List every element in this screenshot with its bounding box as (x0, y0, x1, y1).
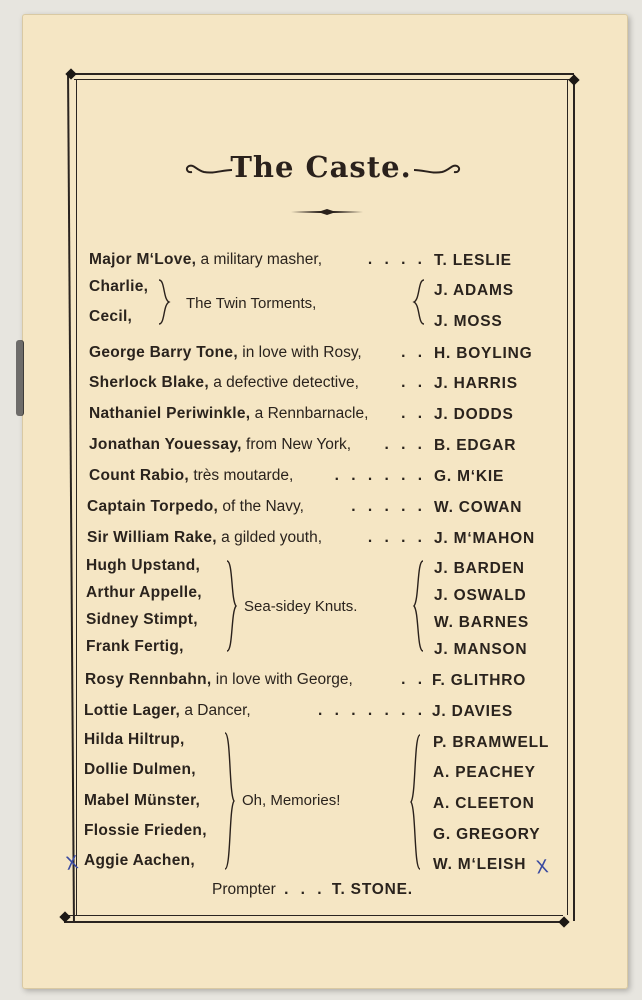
prompter-label: Prompter (212, 881, 276, 898)
cast-actor: J. DAVIES (432, 703, 513, 720)
role-aggie-aachen: Aggie Aachen, (84, 852, 195, 869)
role-cecil: Cecil, (89, 308, 133, 325)
cast-role: Lottie Lager, (84, 702, 181, 719)
cast-row (85, 670, 353, 690)
cast-row (89, 343, 362, 363)
cast-role-description: in love with George, (211, 671, 353, 688)
cast-role-description: a Dancer, (180, 702, 251, 719)
role-sidney-stimpt: Sidney Stimpt, (86, 611, 198, 628)
prompter-dots: . . . (284, 881, 326, 898)
handwritten-x-left: X (64, 852, 81, 875)
role-flossie-frieden: Flossie Frieden, (84, 822, 207, 839)
leader-dots: . . (401, 405, 426, 422)
title-divider (291, 208, 363, 216)
memories-brace-right (409, 734, 421, 870)
actor-j-manson: J. MANSON (434, 641, 528, 658)
border-top-inner (74, 79, 570, 80)
cast-role-description: a Rennbarnacle, (250, 405, 369, 422)
prompter-name: T. STONE. (331, 881, 413, 898)
cast-role-description: a gilded youth, (216, 529, 323, 546)
role-dollie-dulmen: Dollie Dulmen, (84, 761, 196, 778)
cast-role-description: très moutarde, (189, 467, 294, 484)
cast-row (89, 404, 368, 424)
border-bottom-inner (68, 915, 563, 916)
border-top-outer (70, 73, 574, 75)
cast-role-description: a defective detective, (208, 374, 359, 391)
cast-role-description: a military masher, (196, 251, 323, 268)
cast-role-description: in love with Rosy, (237, 344, 362, 361)
actor-w-mleish: W. M‘LEISH (433, 856, 527, 873)
actor-j-barden: J. BARDEN (434, 560, 525, 577)
cast-role-description: from New York, (241, 436, 352, 453)
twins-brace-right (412, 279, 426, 325)
role-charlie: Charlie, (89, 278, 149, 295)
cast-role: Sir William Rake, (87, 529, 217, 546)
leader-dots: . . . . (367, 251, 426, 268)
cast-actor: T. LESLIE (434, 252, 512, 269)
page-title: The Caste. (230, 150, 412, 184)
cast-actor: J. M‘MAHON (434, 530, 535, 547)
knuts-brace-right (412, 560, 424, 652)
actor-a-peachey: A. PEACHEY (433, 764, 536, 781)
staple (16, 340, 23, 416)
cast-role: Jonathan Youessay, (89, 436, 242, 453)
cast-row (89, 250, 322, 270)
leader-dots: . . (401, 344, 426, 361)
leader-dots: . . (401, 671, 426, 688)
border-bottom-outer (64, 921, 567, 923)
twins-group-label: The Twin Torments, (186, 295, 317, 312)
handwritten-x-right: X (534, 856, 550, 879)
actor-w-barnes: W. BARNES (434, 614, 530, 631)
cast-actor: W. COWAN (434, 499, 523, 516)
border-right-outer (573, 75, 575, 921)
cast-row (87, 528, 322, 548)
cast-role: George Barry Tone, (89, 344, 238, 361)
cast-row (89, 435, 351, 455)
cast-actor: G. M‘KIE (434, 468, 505, 485)
actor-j-moss: J. MOSS (434, 313, 503, 330)
knuts-brace-left (226, 560, 238, 652)
cast-actor: H. BOYLING (434, 345, 533, 362)
twins-brace-left (157, 279, 171, 325)
border-left-inner (76, 80, 77, 915)
role-mabel-munster: Mabel Münster, (84, 792, 201, 809)
actor-p-bramwell: P. BRAMWELL (433, 734, 550, 751)
role-hugh-upstand: Hugh Upstand, (86, 557, 201, 574)
cast-actor: J. HARRIS (434, 375, 518, 392)
leader-dots: . . . (384, 436, 426, 453)
knuts-group-label: Sea-sidey Knuts. (244, 598, 358, 615)
border-right-inner (567, 80, 568, 915)
cast-role: Sherlock Blake, (89, 374, 209, 391)
cast-row (87, 497, 304, 517)
cast-actor: B. EDGAR (434, 437, 517, 454)
cast-role: Captain Torpedo, (87, 498, 219, 515)
prompter-line (212, 880, 413, 900)
leader-dots: . . (401, 374, 426, 391)
cast-role: Rosy Rennbahn, (85, 671, 212, 688)
cast-actor: F. GLITHRO (432, 672, 527, 689)
cast-row (89, 373, 359, 393)
role-frank-fertig: Frank Fertig, (86, 638, 184, 655)
cast-role: Nathaniel Periwinkle, (89, 405, 251, 422)
actor-j-adams: J. ADAMS (434, 282, 514, 299)
cast-row (89, 466, 293, 486)
cast-role-description: of the Navy, (218, 498, 304, 515)
role-hilda-hiltrup: Hilda Hiltrup, (84, 731, 185, 748)
actor-g-gregory: G. GREGORY (433, 826, 541, 843)
title-flourish-right (412, 160, 462, 178)
cast-row (84, 701, 251, 721)
role-arthur-appelle: Arthur Appelle, (86, 584, 202, 601)
leader-dots: . . . . (367, 529, 426, 546)
leader-dots: . . . . . . (334, 467, 426, 484)
memories-brace-left (224, 732, 236, 870)
cast-role: Count Rabio, (89, 467, 190, 484)
leader-dots: . . . . . (351, 498, 426, 515)
cast-role: Major M‘Love, (89, 251, 197, 268)
cast-actor: J. DODDS (434, 406, 514, 423)
actor-j-oswald: J. OSWALD (434, 587, 527, 604)
actor-a-cleeton: A. CLEETON (433, 795, 535, 812)
leader-dots: . . . . . . . (318, 702, 426, 719)
memories-group-label: Oh, Memories! (242, 792, 341, 809)
